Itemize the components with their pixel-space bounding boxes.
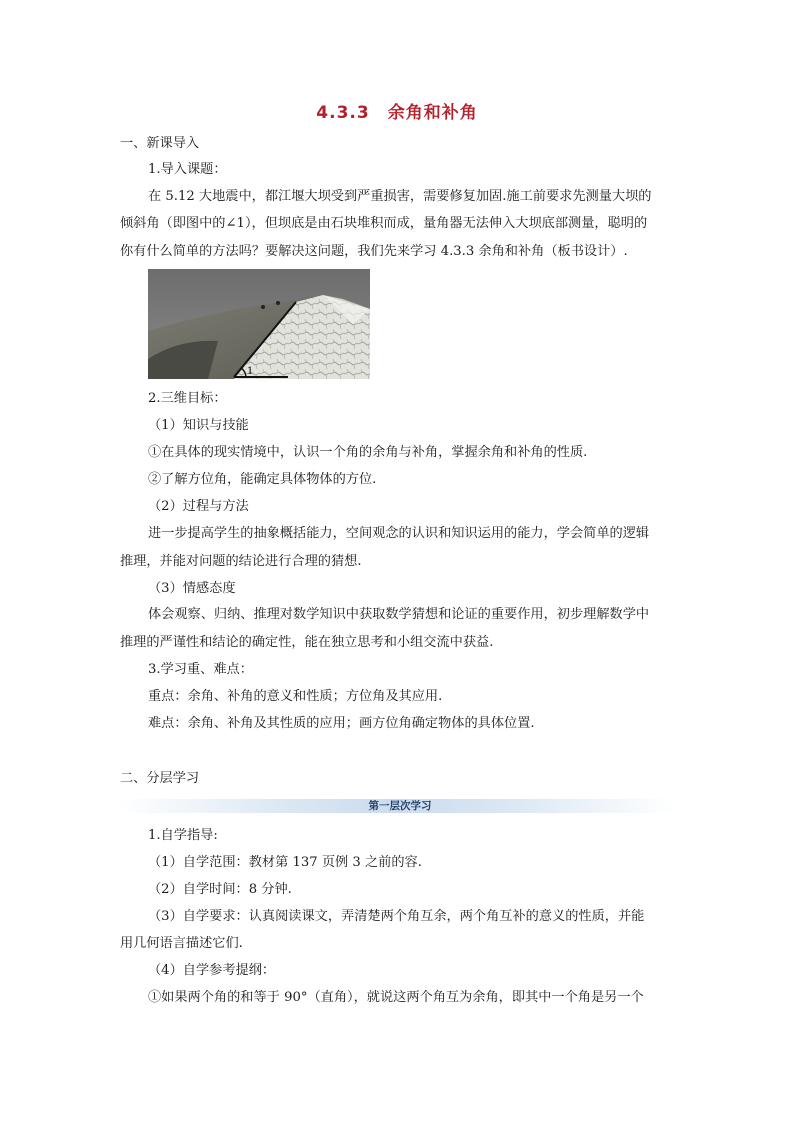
paragraph-line: 进一步提高学生的抽象概括能力，空间观念的认识和知识运用的能力，学会简单的逻辑 [148, 526, 650, 541]
subheading-goals: 2.三维目标： [148, 391, 227, 406]
paragraph-line: 推理的严谨性和结论的确定性，能在独立思考和小组交流中获益. [120, 635, 494, 650]
section-heading-layered: 二、分层学习 [120, 771, 200, 786]
study-item: （1）自学范围：教材第 137 页例 3 之前的容. [148, 855, 422, 870]
paragraph-line: 用几何语言描述它们. [120, 936, 243, 951]
goal-heading: （1）知识与技能 [148, 418, 249, 433]
paragraph-line: 体会观察、归纳、推理对数学知识中获取数学猜想和论证的重要作用，初步理解数学中 [148, 607, 650, 622]
page-title: 4.3.3 余角和补角 [316, 103, 478, 123]
paragraph-line: ①如果两个角的和等于 90°（直角），就说这两个角互为余角，即其中一个角是另一个 [148, 990, 644, 1005]
study-item: （3）自学要求：认真阅读课文，弄清楚两个角互余，两个角互补的意义的性质，并能 [148, 909, 645, 924]
subheading-topic: 1.导入课题： [148, 162, 227, 177]
paragraph-line: 倾斜角（即图中的∠1），但坝底是由石块堆积而成，量角器无法伸入大坝底部测量，聪明的 [120, 216, 648, 231]
goal-item: ②了解方位角，能确定具体物体的方位. [148, 472, 377, 487]
angle-label: 1 [247, 366, 254, 377]
subheading-keypoints: 3.学习重、难点： [148, 662, 253, 677]
paragraph-line: 你有什么简单的方法吗？要解决这问题，我们先来学习 4.3.3 余角和补角（板书设计）. [120, 244, 628, 259]
dam-photo [148, 269, 370, 379]
layer-banner-label: 第一层次学习 [368, 800, 432, 812]
goal-heading: （3）情感态度 [148, 581, 236, 596]
paragraph-line: 在 5.12 大地震中，都江堰大坝受到严重损害，需要修复加固.施工前要求先测量大坝的 [148, 189, 652, 204]
key-point: 重点：余角、补角的意义和性质；方位角及其应用. [148, 689, 443, 704]
goal-item: ①在具体的现实情境中，认识一个角的余角与补角，掌握余角和补角的性质. [148, 445, 588, 460]
difficulty-point: 难点：余角、补角及其性质的应用；画方位角确定物体的具体位置. [148, 716, 535, 731]
subheading-selfstudy: 1.自学指导: [148, 828, 218, 843]
section-heading-intro: 一、新课导入 [120, 136, 200, 151]
paragraph-line: 推理，并能对问题的结论进行合理的猜想. [120, 554, 362, 569]
study-item: （4）自学参考提纲： [148, 963, 276, 978]
goal-heading: （2）过程与方法 [148, 499, 249, 514]
study-item: （2）自学时间：8 分钟. [148, 882, 292, 897]
